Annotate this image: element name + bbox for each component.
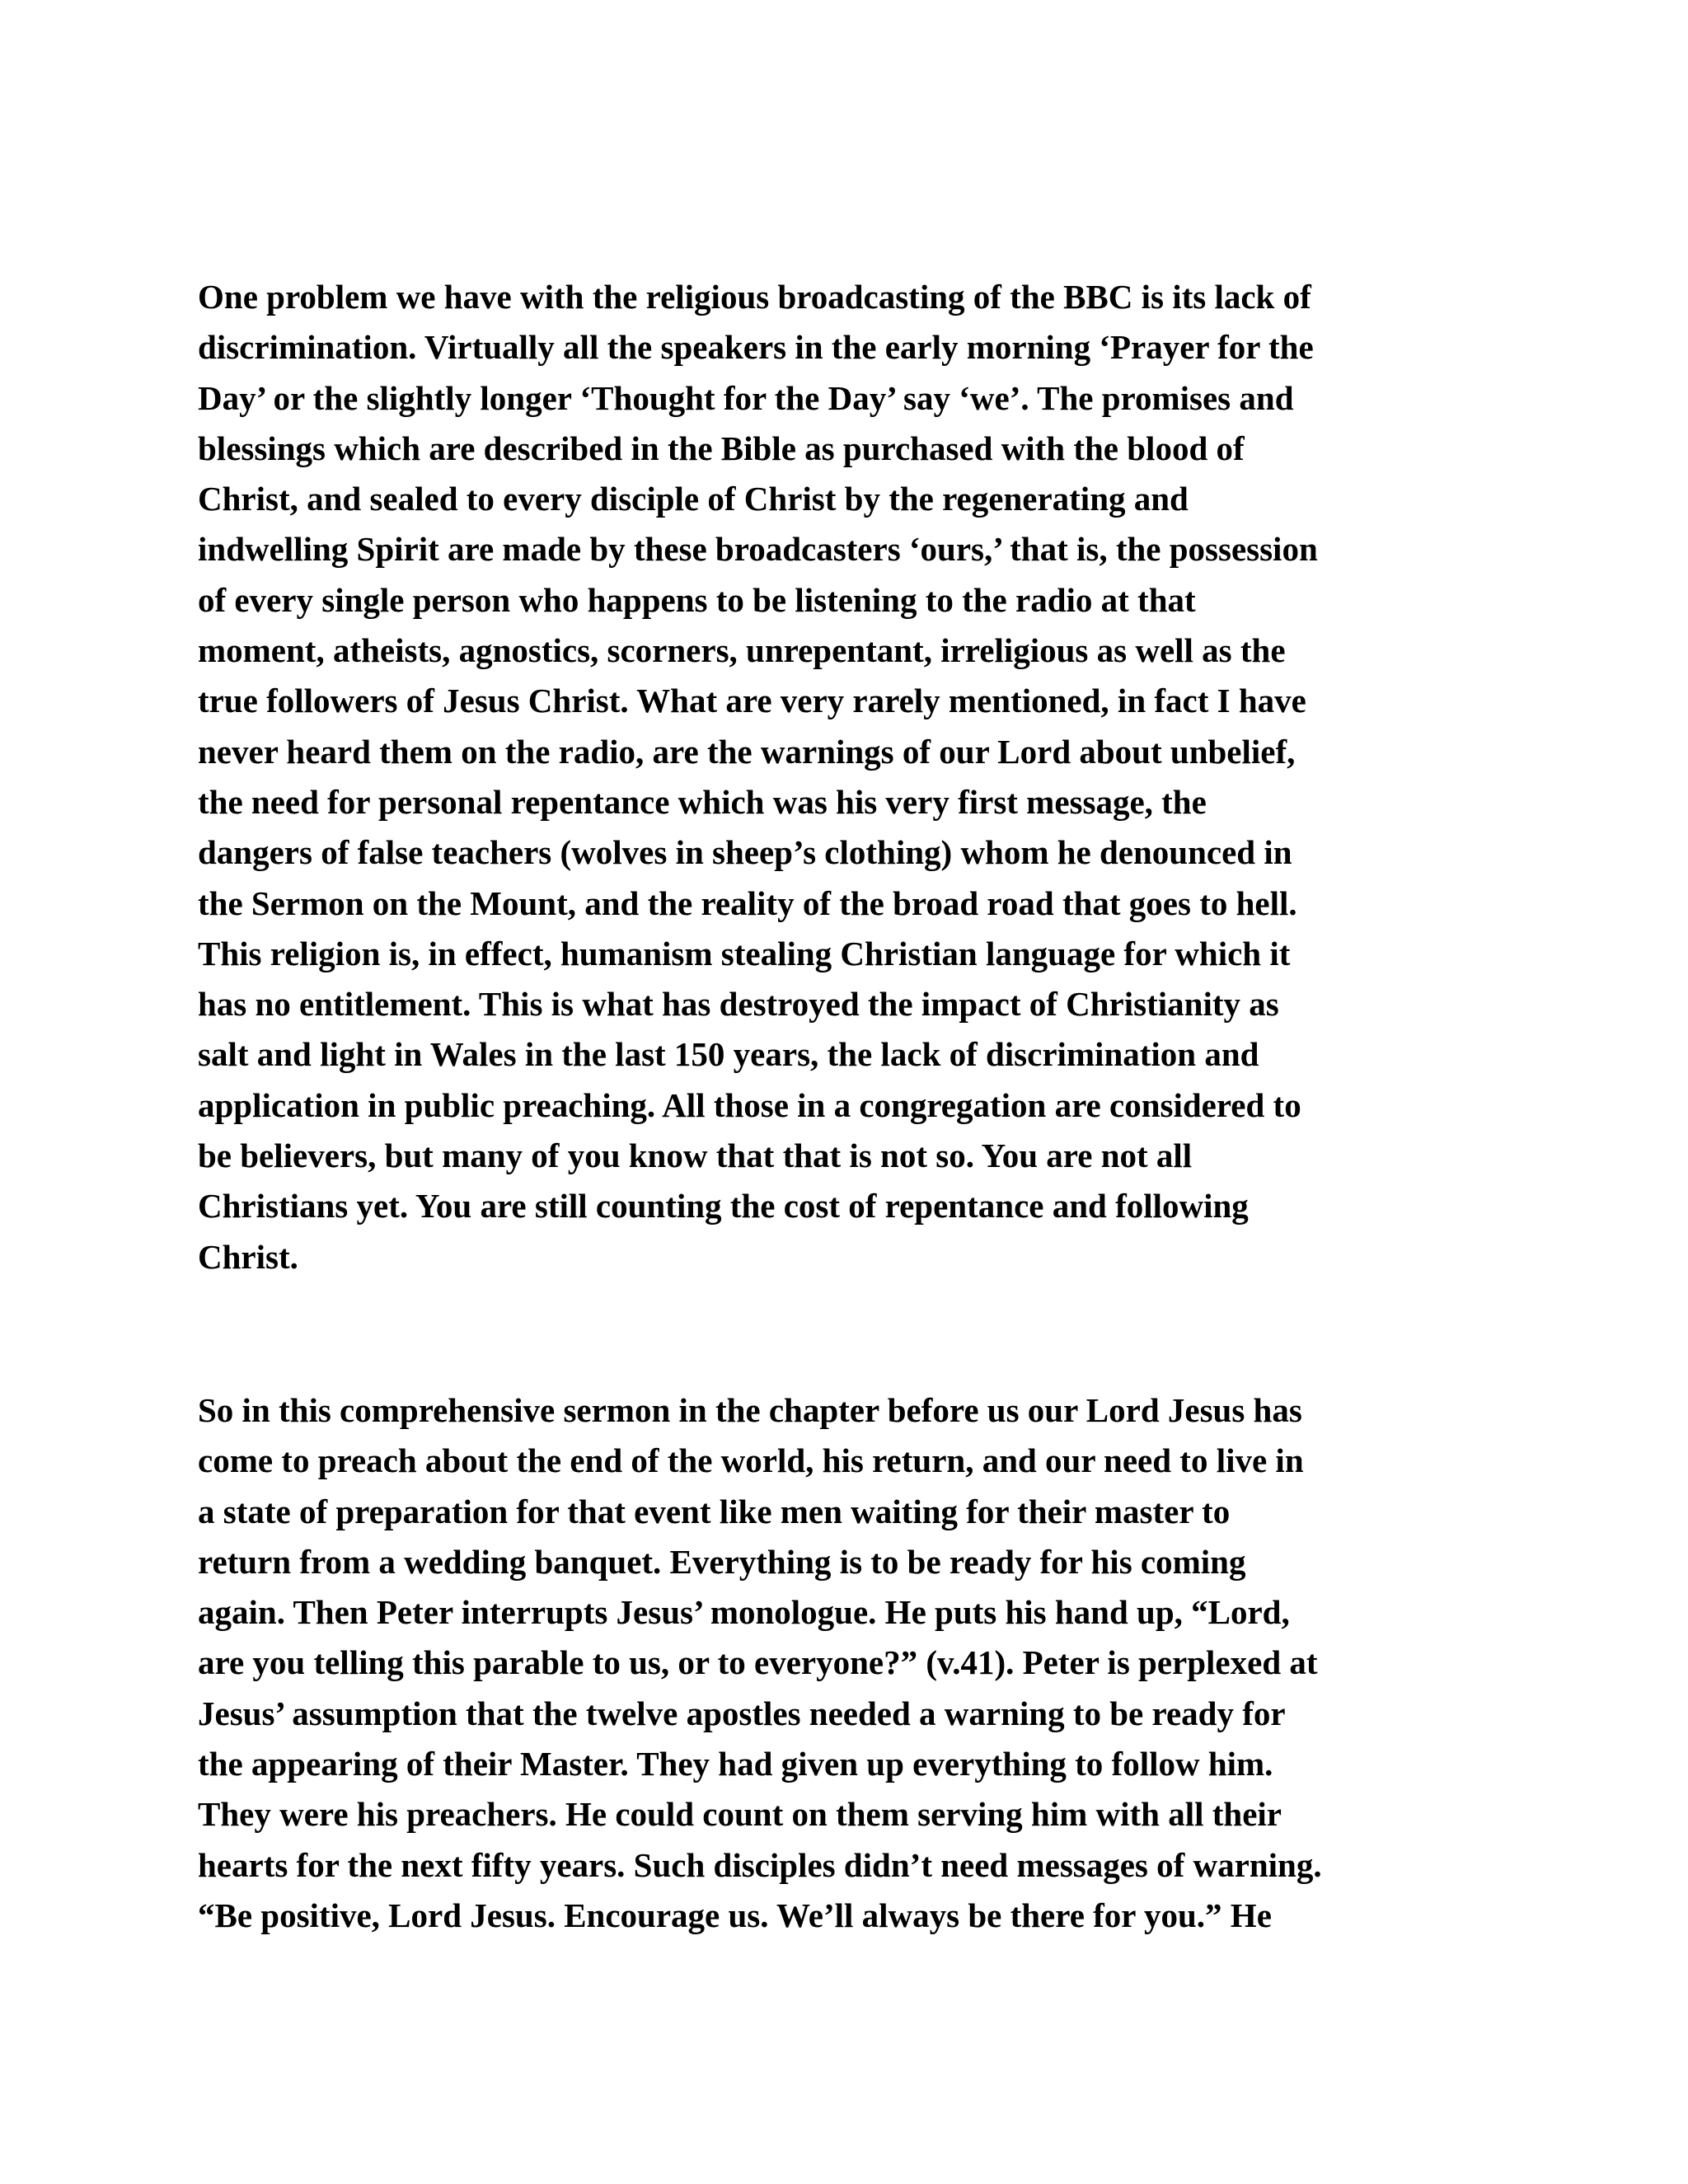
text-line: true followers of Jesus Christ. What are very rarely mentioned, in fact I have bbox=[198, 682, 1306, 720]
text-line: of every single person who happens to be listening to the radio at that bbox=[198, 580, 1196, 619]
text-line: Jesus’ assumption that the twelve apostles needed a warning to be ready for bbox=[198, 1694, 1286, 1732]
text-line: dangers of false teachers (wolves in sheep’s clothing) whom he denounced in bbox=[198, 833, 1292, 872]
text-line: “Be positive, Lord Jesus. Encourage us. We’ll always be there for you.” He bbox=[198, 1896, 1272, 1934]
text-line: the need for personal repentance which was his very first message, the bbox=[198, 782, 1207, 821]
text-line: They were his preachers. He could count on them serving him with all their bbox=[198, 1795, 1282, 1834]
text-line: the Sermon on the Mount, and the reality of the broad road that goes to hell. bbox=[198, 883, 1297, 922]
text-line: moment, atheists, agnostics, scorners, unrepentant, irreligious as well as the bbox=[198, 631, 1286, 670]
text-line: blessings which are described in the Bible as purchased with the blood of bbox=[198, 429, 1245, 467]
text-line: One problem we have with the religious broadcasting of the BBC is its lack of bbox=[198, 278, 1311, 316]
paragraph-1 bbox=[198, 272, 1500, 1282]
text-line: discrimination. Virtually all the speakers in the early morning ‘Prayer for the bbox=[198, 328, 1314, 367]
text-line: has no entitlement. This is what has destroyed the impact of Christianity as bbox=[198, 985, 1279, 1024]
text-line: never heard them on the radio, are the warnings of our Lord about unbelief, bbox=[198, 732, 1296, 771]
text-line: application in public preaching. All those in a congregation are considered to bbox=[198, 1085, 1301, 1124]
text-line: hearts for the next fifty years. Such disciples didn’t need messages of warning. bbox=[198, 1845, 1322, 1884]
text-line: the appearing of their Master. They had given up everything to follow him. bbox=[198, 1745, 1273, 1783]
text-line: return from a wedding banquet. Everything is to be ready for his coming bbox=[198, 1542, 1246, 1581]
text-line: This religion is, in effect, humanism stealing Christian language for which it bbox=[198, 934, 1291, 972]
text-line: indwelling Spirit are made by these broadcasters ‘ours,’ that is, the possession bbox=[198, 530, 1318, 569]
text-line: be believers, but many of you know that that is not so. You are not all bbox=[198, 1137, 1193, 1175]
text-line: Christ, and sealed to every disciple of Christ by the regenerating and bbox=[198, 480, 1189, 518]
text-line: are you telling this parable to us, or to everyone?” (v.41). Peter is perplexed at bbox=[198, 1643, 1318, 1682]
text-line: Christians yet. You are still counting the cost of repentance and following bbox=[198, 1187, 1249, 1226]
text-line: Christ. bbox=[198, 1237, 298, 1276]
text-line: Day’ or the slightly longer ‘Thought for the Day’ say ‘we’. The promises and bbox=[198, 378, 1294, 417]
text-line: So in this comprehensive sermon in the chapter before us our Lord Jesus has bbox=[198, 1391, 1302, 1429]
paragraph-2 bbox=[198, 1385, 1500, 1941]
text-line: salt and light in Wales in the last 150 years, the lack of discrimination and bbox=[198, 1035, 1259, 1074]
text-line: again. Then Peter interrupts Jesus’ monologue. He puts his hand up, “Lord, bbox=[198, 1593, 1290, 1632]
text-line: come to preach about the end of the world, his return, and our need to live in bbox=[198, 1441, 1304, 1480]
text-line: a state of preparation for that event like men waiting for their master to bbox=[198, 1492, 1231, 1530]
